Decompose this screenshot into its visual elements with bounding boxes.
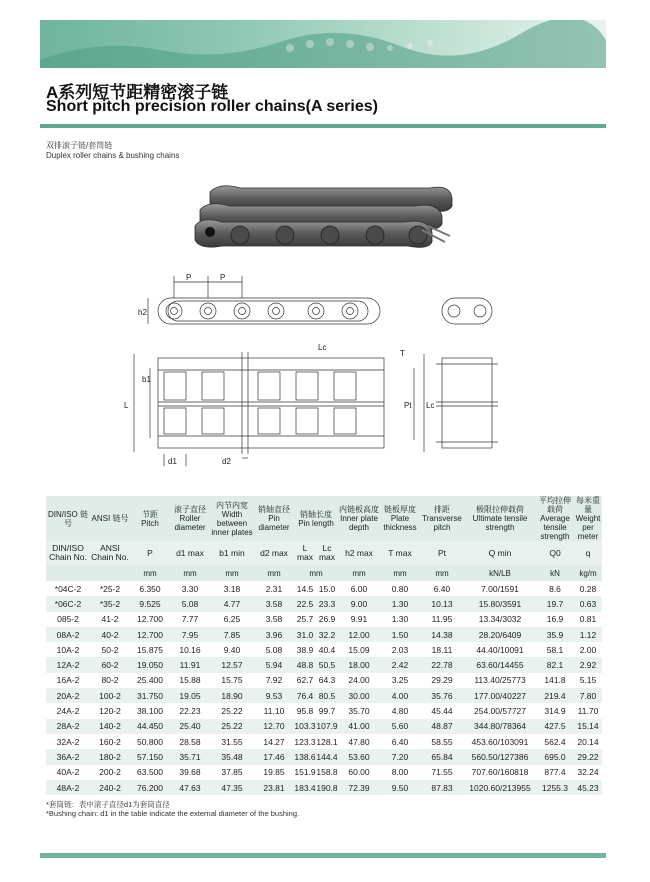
table-cell: 53.60 xyxy=(338,749,380,764)
table-cell: 15.75 xyxy=(210,673,254,688)
table-cell: 12.700 xyxy=(130,627,170,642)
table-cell: 7.95 xyxy=(170,627,210,642)
col-header-en: ANSI Chain No. xyxy=(90,541,130,565)
table-cell: 5.94 xyxy=(254,657,294,672)
unit-cell: mm xyxy=(294,565,338,581)
label-pt: Pt xyxy=(404,401,412,410)
table-cell: 20A-2 xyxy=(46,688,90,703)
table-cell: 15.88 xyxy=(170,673,210,688)
table-cell: 254.00/57727 xyxy=(464,703,536,718)
table-row xyxy=(46,657,602,672)
symbol-cell: P xyxy=(130,541,170,565)
table-row xyxy=(46,596,602,611)
section-subtitle-english: Duplex roller chains & bushing chains xyxy=(46,151,180,160)
symbol-cell: L max xyxy=(294,541,316,565)
page-title-chinese: A系列短节距精密滚子链 xyxy=(46,83,229,102)
table-cell: 24A-2 xyxy=(46,703,90,718)
col-header: ANSI 链号 xyxy=(90,496,130,541)
table-row xyxy=(46,765,602,780)
table-cell: 9.40 xyxy=(210,642,254,657)
table-cell: 99.7 xyxy=(316,703,338,718)
table-cell: 71.55 xyxy=(420,765,464,780)
table-cell: 18.00 xyxy=(338,657,380,672)
table-cell: 58.1 xyxy=(536,642,574,657)
unit-cell: mm xyxy=(170,565,210,581)
table-cell: *25-2 xyxy=(90,581,130,596)
table-cell: 37.85 xyxy=(210,765,254,780)
unit-cell: kg/m xyxy=(574,565,602,581)
table-cell: 103.3 xyxy=(294,719,316,734)
table-cell: 7.77 xyxy=(170,612,210,627)
label-lc-side: Lc xyxy=(426,401,435,410)
table-cell: 128.1 xyxy=(316,734,338,749)
table-cell: 9.525 xyxy=(130,596,170,611)
table-cell: 144.4 xyxy=(316,749,338,764)
table-cell: 9.50 xyxy=(380,780,420,795)
table-cell: 12.00 xyxy=(338,627,380,642)
symbol-cell: d1 max xyxy=(170,541,210,565)
table-cell: 22.78 xyxy=(420,657,464,672)
table-cell: 36A-2 xyxy=(46,749,90,764)
table-cell: 22.23 xyxy=(170,703,210,718)
table-cell: 17.46 xyxy=(254,749,294,764)
label-p-2: P xyxy=(220,273,226,282)
table-cell: 4.80 xyxy=(380,703,420,718)
table-cell: 2.92 xyxy=(574,657,602,672)
table-cell: 31.0 xyxy=(294,627,316,642)
table-cell: 19.85 xyxy=(254,765,294,780)
table-cell: 10.13 xyxy=(420,596,464,611)
table-cell: 100-2 xyxy=(90,688,130,703)
table-cell: 19.050 xyxy=(130,657,170,672)
table-cell: 15.09 xyxy=(338,642,380,657)
table-cell: 24.00 xyxy=(338,673,380,688)
unit-cell: mm xyxy=(254,565,294,581)
table-cell: 160-2 xyxy=(90,734,130,749)
table-cell: 15.14 xyxy=(574,719,602,734)
table-cell: 314.9 xyxy=(536,703,574,718)
table-cell: 76.4 xyxy=(294,688,316,703)
table-cell: *35-2 xyxy=(90,596,130,611)
table-cell: 28.20/6409 xyxy=(464,627,536,642)
table-cell: 5.15 xyxy=(574,673,602,688)
table-cell: 3.18 xyxy=(210,581,254,596)
section-subtitle-chinese: 双排滚子链/套筒链 xyxy=(46,141,113,150)
footnote-english: *Bushing chain: d1 in the table indicate the external diameter of the bushing. xyxy=(46,809,300,818)
table-cell: 44.450 xyxy=(130,719,170,734)
table-cell: 45.23 xyxy=(574,780,602,795)
title-divider xyxy=(40,124,606,128)
table-cell: 560.50/127386 xyxy=(464,749,536,764)
table-cell: 3.58 xyxy=(254,612,294,627)
table-cell: 80-2 xyxy=(90,673,130,688)
table-cell: 80.5 xyxy=(316,688,338,703)
table-cell: 20.14 xyxy=(574,734,602,749)
table-cell: 19.7 xyxy=(536,596,574,611)
col-header: 链板厚度 Plate thickness xyxy=(380,496,420,541)
table-cell: 7.20 xyxy=(380,749,420,764)
symbol-cell: Pt xyxy=(420,541,464,565)
col-header: 销轴直径 Pin diameter xyxy=(254,496,294,541)
table-cell: 63.60/14455 xyxy=(464,657,536,672)
col-header: 滚子直径 Roller diameter xyxy=(170,496,210,541)
table-cell: 25.22 xyxy=(210,703,254,718)
table-cell: 45.44 xyxy=(420,703,464,718)
table-cell: 140-2 xyxy=(90,719,130,734)
table-cell: 707.60/160818 xyxy=(464,765,536,780)
table-cell: 48.8 xyxy=(294,657,316,672)
table-cell: 141.8 xyxy=(536,673,574,688)
table-cell: 48A-2 xyxy=(46,780,90,795)
table-row xyxy=(46,627,602,642)
table-cell: 50-2 xyxy=(90,642,130,657)
table-cell: 18.11 xyxy=(420,642,464,657)
table-cell: 47.63 xyxy=(170,780,210,795)
table-cell: 190.8 xyxy=(316,780,338,795)
table-cell: 5.60 xyxy=(380,719,420,734)
table-cell: 219.4 xyxy=(536,688,574,703)
table-cell: 64.3 xyxy=(316,673,338,688)
table-cell: 25.22 xyxy=(210,719,254,734)
table-cell: 62.7 xyxy=(294,673,316,688)
footer-bar xyxy=(40,853,606,858)
spec-table xyxy=(46,496,602,794)
table-cell: 44.40/10091 xyxy=(464,642,536,657)
table-cell: 72.39 xyxy=(338,780,380,795)
table-cell: 1.50 xyxy=(380,627,420,642)
table-row xyxy=(46,719,602,734)
col-header: 销轴长度 Pin length xyxy=(294,496,338,541)
table-cell: 16A-2 xyxy=(46,673,90,688)
table-cell: 344.80/78364 xyxy=(464,719,536,734)
table-cell: 6.00 xyxy=(338,581,380,596)
col-header: DIN/ISO 链号 xyxy=(46,496,90,541)
table-cell: *06C-2 xyxy=(46,596,90,611)
table-cell: 240-2 xyxy=(90,780,130,795)
table-cell: 5.08 xyxy=(254,642,294,657)
table-cell: 120-2 xyxy=(90,703,130,718)
table-unit-row xyxy=(46,565,602,581)
table-cell: 2.03 xyxy=(380,642,420,657)
col-header: 内节内宽 Width between inner plates xyxy=(210,496,254,541)
table-symbol-row xyxy=(46,541,602,565)
table-cell: 085-2 xyxy=(46,612,90,627)
table-cell: 8.00 xyxy=(380,765,420,780)
technical-drawing xyxy=(120,268,530,468)
col-header: 排距 Transverse pitch xyxy=(420,496,464,541)
unit-cell: mm xyxy=(380,565,420,581)
table-cell: 14.27 xyxy=(254,734,294,749)
table-row xyxy=(46,780,602,795)
table-cell: 6.350 xyxy=(130,581,170,596)
table-cell: 2.42 xyxy=(380,657,420,672)
table-cell: 180-2 xyxy=(90,749,130,764)
table-row xyxy=(46,673,602,688)
col-header: 内链板高度 Inner plate depth xyxy=(338,496,380,541)
table-row xyxy=(46,703,602,718)
table-cell: 15.0 xyxy=(316,581,338,596)
table-cell: 1020.60/213955 xyxy=(464,780,536,795)
table-cell: 95.8 xyxy=(294,703,316,718)
table-cell: 123.3 xyxy=(294,734,316,749)
table-cell: 32.24 xyxy=(574,765,602,780)
col-header: 极限拉伸载荷 Ultimate tensile strength xyxy=(464,496,536,541)
table-cell: 183.4 xyxy=(294,780,316,795)
table-cell: 9.00 xyxy=(338,596,380,611)
table-cell: 40.4 xyxy=(316,642,338,657)
table-cell: 177.00/40227 xyxy=(464,688,536,703)
label-d1: d1 xyxy=(168,457,177,466)
table-cell: 60-2 xyxy=(90,657,130,672)
table-cell: 6.40 xyxy=(380,734,420,749)
col-header-en: DIN/ISO Chain No. xyxy=(46,541,90,565)
table-cell: 28A-2 xyxy=(46,719,90,734)
table-cell: 7.00/1591 xyxy=(464,581,536,596)
table-cell: 38.100 xyxy=(130,703,170,718)
table-cell: 28.58 xyxy=(170,734,210,749)
table-cell: 23.3 xyxy=(316,596,338,611)
table-cell: 107.9 xyxy=(316,719,338,734)
table-cell: 7.80 xyxy=(574,688,602,703)
table-cell: 3.25 xyxy=(380,673,420,688)
table-cell: 11.91 xyxy=(170,657,210,672)
table-cell: 25.7 xyxy=(294,612,316,627)
table-cell: 12.700 xyxy=(130,612,170,627)
table-cell: 6.40 xyxy=(420,581,464,596)
table-cell: 35.9 xyxy=(536,627,574,642)
table-cell: 41.00 xyxy=(338,719,380,734)
table-cell: 4.00 xyxy=(380,688,420,703)
table-header-row xyxy=(46,496,602,541)
table-cell: 65.84 xyxy=(420,749,464,764)
table-cell: 57.150 xyxy=(130,749,170,764)
table-cell: 82.1 xyxy=(536,657,574,672)
table-row xyxy=(46,688,602,703)
page-title-english: Short pitch precision roller chains(A series) xyxy=(46,98,378,115)
unit-cell: mm xyxy=(130,565,170,581)
table-cell: 60.00 xyxy=(338,765,380,780)
table-cell: 2.00 xyxy=(574,642,602,657)
table-cell: 35.48 xyxy=(210,749,254,764)
table-cell: 11.95 xyxy=(420,612,464,627)
label-h2: h2 xyxy=(138,308,147,317)
unit-cell: kN xyxy=(536,565,574,581)
table-cell: 7.85 xyxy=(210,627,254,642)
table-cell: 113.40/25773 xyxy=(464,673,536,688)
table-cell: 10A-2 xyxy=(46,642,90,657)
table-cell: 877.4 xyxy=(536,765,574,780)
symbol-cell: Q0 xyxy=(536,541,574,565)
table-cell: 151.9 xyxy=(294,765,316,780)
table-cell: 8.6 xyxy=(536,581,574,596)
table-cell: 4.77 xyxy=(210,596,254,611)
table-cell: 200-2 xyxy=(90,765,130,780)
table-cell: 23.81 xyxy=(254,780,294,795)
table-row xyxy=(46,612,602,627)
table-cell: 9.91 xyxy=(338,612,380,627)
unit-cell: mm xyxy=(338,565,380,581)
table-cell: 22.5 xyxy=(294,596,316,611)
table-cell: 1.30 xyxy=(380,596,420,611)
table-cell: 0.80 xyxy=(380,581,420,596)
table-cell: 58.55 xyxy=(420,734,464,749)
chain-photo xyxy=(190,180,460,260)
label-lc: Lc xyxy=(318,343,327,352)
table-cell: 47.35 xyxy=(210,780,254,795)
table-cell: 14.5 xyxy=(294,581,316,596)
table-cell: 6.25 xyxy=(210,612,254,627)
footnote-chinese: *套筒链：表中滚子直径d1为套筒直径 xyxy=(46,800,170,809)
table-cell: 10.16 xyxy=(170,642,210,657)
table-row xyxy=(46,581,602,596)
label-l: L xyxy=(124,401,129,410)
symbol-cell: d2 max xyxy=(254,541,294,565)
label-p: P xyxy=(186,273,192,282)
table-cell: 31.750 xyxy=(130,688,170,703)
table-cell: 1.12 xyxy=(574,627,602,642)
table-cell: 1.30 xyxy=(380,612,420,627)
table-cell: 32A-2 xyxy=(46,734,90,749)
table-cell: 25.400 xyxy=(130,673,170,688)
table-cell: 63.500 xyxy=(130,765,170,780)
table-cell: 50.800 xyxy=(130,734,170,749)
table-cell: 12A-2 xyxy=(46,657,90,672)
table-cell: *04C-2 xyxy=(46,581,90,596)
table-cell: 29.22 xyxy=(574,749,602,764)
table-cell: 87.83 xyxy=(420,780,464,795)
table-cell: 11.10 xyxy=(254,703,294,718)
symbol-cell: q xyxy=(574,541,602,565)
symbol-cell: Lc max xyxy=(316,541,338,565)
table-cell: 0.63 xyxy=(574,596,602,611)
table-cell: 19.05 xyxy=(170,688,210,703)
symbol-cell: T max xyxy=(380,541,420,565)
table-cell: 138.6 xyxy=(294,749,316,764)
table-cell: 1255.3 xyxy=(536,780,574,795)
table-cell: 453.60/103091 xyxy=(464,734,536,749)
table-cell: 15.875 xyxy=(130,642,170,657)
table-cell: 13.34/3032 xyxy=(464,612,536,627)
table-cell: 15.80/3591 xyxy=(464,596,536,611)
table-cell: 16.9 xyxy=(536,612,574,627)
table-cell: 3.30 xyxy=(170,581,210,596)
table-cell: 40-2 xyxy=(90,627,130,642)
table-cell: 26.9 xyxy=(316,612,338,627)
col-header: 每米重量 Weight per meter xyxy=(575,496,601,541)
table-cell: 47.80 xyxy=(338,734,380,749)
table-cell: 50.5 xyxy=(316,657,338,672)
table-cell: 12.70 xyxy=(254,719,294,734)
unit-cell: mm xyxy=(210,565,254,581)
table-cell: 25.40 xyxy=(170,719,210,734)
table-cell: 31.55 xyxy=(210,734,254,749)
table-cell: 18.90 xyxy=(210,688,254,703)
unit-cell: mm xyxy=(420,565,464,581)
table-cell: 2.31 xyxy=(254,581,294,596)
table-cell: 158.8 xyxy=(316,765,338,780)
table-cell: 3.58 xyxy=(254,596,294,611)
col-header: 平均拉伸载荷 Average tensile strength xyxy=(536,496,574,541)
table-row xyxy=(46,734,602,749)
table-cell: 695.0 xyxy=(536,749,574,764)
symbol-cell: b1 min xyxy=(210,541,254,565)
table-cell: 0.28 xyxy=(574,581,602,596)
table-cell: 76.200 xyxy=(130,780,170,795)
table-cell: 9.53 xyxy=(254,688,294,703)
table-row xyxy=(46,749,602,764)
table-cell: 38.9 xyxy=(294,642,316,657)
table-cell: 3.96 xyxy=(254,627,294,642)
table-cell: 562.4 xyxy=(536,734,574,749)
table-cell: 39.68 xyxy=(170,765,210,780)
table-cell: 0.81 xyxy=(574,612,602,627)
table-cell: 14.38 xyxy=(420,627,464,642)
table-cell: 08A-2 xyxy=(46,627,90,642)
col-header: 节距 Pitch xyxy=(130,496,170,541)
table-row xyxy=(46,642,602,657)
label-d2: d2 xyxy=(222,457,231,466)
table-cell: 5.08 xyxy=(170,596,210,611)
table-cell: 29.29 xyxy=(420,673,464,688)
table-cell: 32.2 xyxy=(316,627,338,642)
symbol-cell: Q min xyxy=(464,541,536,565)
table-cell: 30.00 xyxy=(338,688,380,703)
table-cell: 12.57 xyxy=(210,657,254,672)
table-cell: 41-2 xyxy=(90,612,130,627)
table-cell: 427.5 xyxy=(536,719,574,734)
table-cell: 40A-2 xyxy=(46,765,90,780)
label-t: T xyxy=(400,349,405,358)
table-cell: 48.87 xyxy=(420,719,464,734)
table-cell: 11.70 xyxy=(574,703,602,718)
symbol-cell: h2 max xyxy=(338,541,380,565)
label-b1: b1 xyxy=(142,375,151,384)
decorative-banner xyxy=(40,20,606,68)
table-cell: 7.92 xyxy=(254,673,294,688)
unit-cell: kN/LB xyxy=(464,565,536,581)
table-cell: 35.71 xyxy=(170,749,210,764)
table-cell: 35.70 xyxy=(338,703,380,718)
table-cell: 35.76 xyxy=(420,688,464,703)
